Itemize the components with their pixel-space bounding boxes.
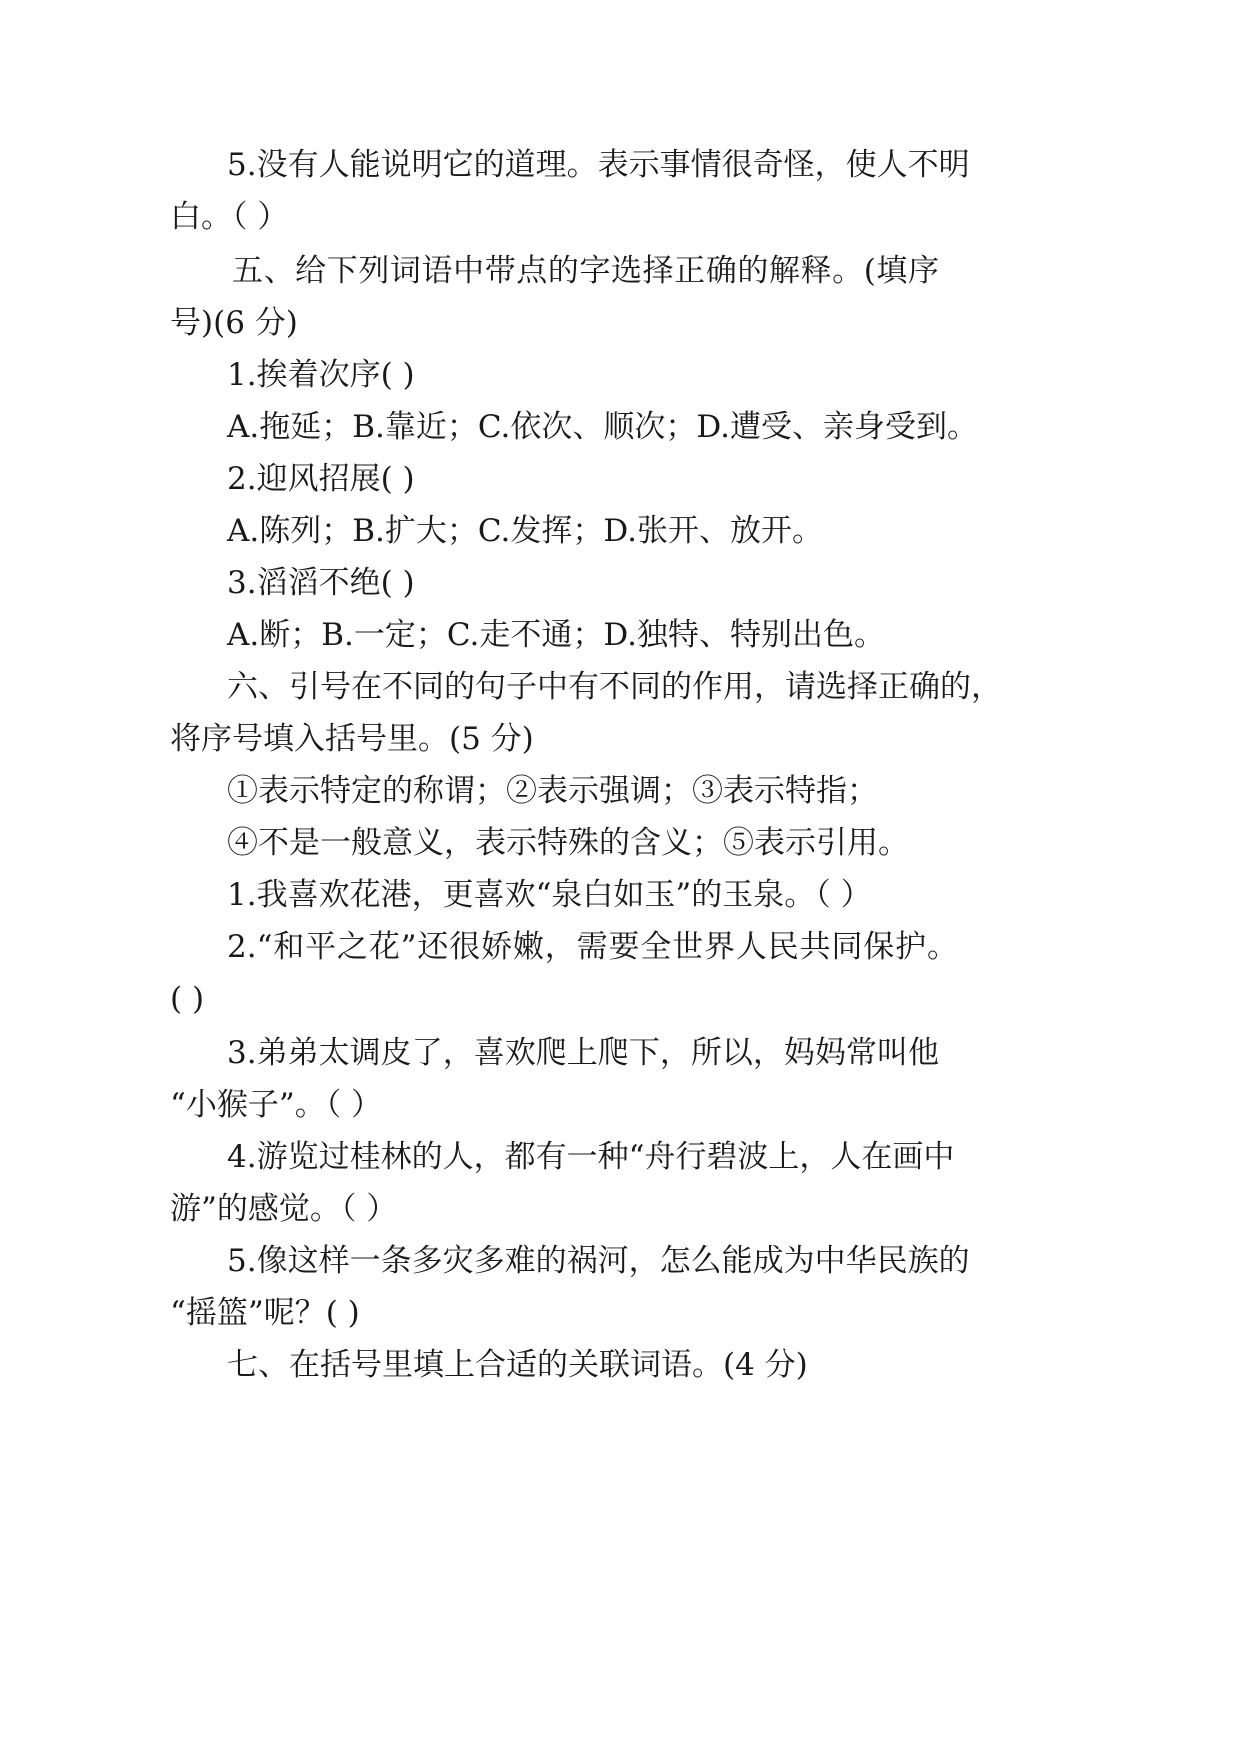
q5-item-1: 1.挨着次序( ): [227, 357, 415, 393]
q4-item-5-answer: 白。（ ）: [170, 199, 289, 235]
section-5-heading-cont: 号)(6 分): [170, 305, 298, 341]
q6-item-1: 1.我喜欢花港，更喜欢“泉白如玉”的玉泉。（ ）: [227, 877, 872, 913]
q5-item-3-options: A.断；B.一定；C.走不通；D.独特、特别出色。: [227, 617, 885, 653]
q6-item-3: 3.弟弟太调皮了，喜欢爬上爬下，所以，妈妈常叫他: [227, 1035, 939, 1071]
q6-legend-1: ①表示特定的称谓；②表示强调；③表示特指；: [227, 773, 878, 809]
section-6-heading-cont: 将序号填入括号里。(5 分): [170, 721, 534, 757]
q5-item-1-options: A.拖延；B.靠近；C.依次、顺次；D.遭受、亲身受到。: [227, 409, 978, 445]
q6-item-5-cont: “摇篮”呢？( ): [170, 1295, 360, 1331]
q6-item-4: 4.游览过桂林的人，都有一种“舟行碧波上，人在画中: [227, 1139, 955, 1175]
section-5-heading: 五、给下列词语中带点的字选择正确的解释。(填序: [232, 253, 939, 289]
q6-legend-2: ④不是一般意义，表示特殊的含义；⑤表示引用。: [227, 825, 909, 861]
q6-item-2: 2.“和平之花”还很娇嫩，需要全世界人民共同保护。: [227, 929, 958, 965]
q5-item-2-options: A.陈列；B.扩大；C.发挥；D.张开、放开。: [227, 513, 823, 549]
q5-item-3: 3.滔滔不绝( ): [227, 565, 415, 601]
section-6-heading: 六、引号在不同的句子中有不同的作用，请选择正确的，: [227, 669, 1002, 705]
section-7-heading: 七、在括号里填上合适的关联词语。(4 分): [227, 1347, 808, 1383]
q6-item-5: 5.像这样一条多灾多难的祸河，怎么能成为中华民族的: [227, 1243, 970, 1279]
q6-item-2-answer: ( ): [170, 981, 205, 1017]
q4-item-5: 5.没有人能说明它的道理。表示事情很奇怪，使人不明: [227, 147, 970, 183]
q6-item-3-cont: “小猴子”。（ ）: [170, 1087, 383, 1123]
q6-item-4-cont: 游”的感觉。（ ）: [170, 1191, 398, 1227]
q5-item-2: 2.迎风招展( ): [227, 461, 415, 497]
